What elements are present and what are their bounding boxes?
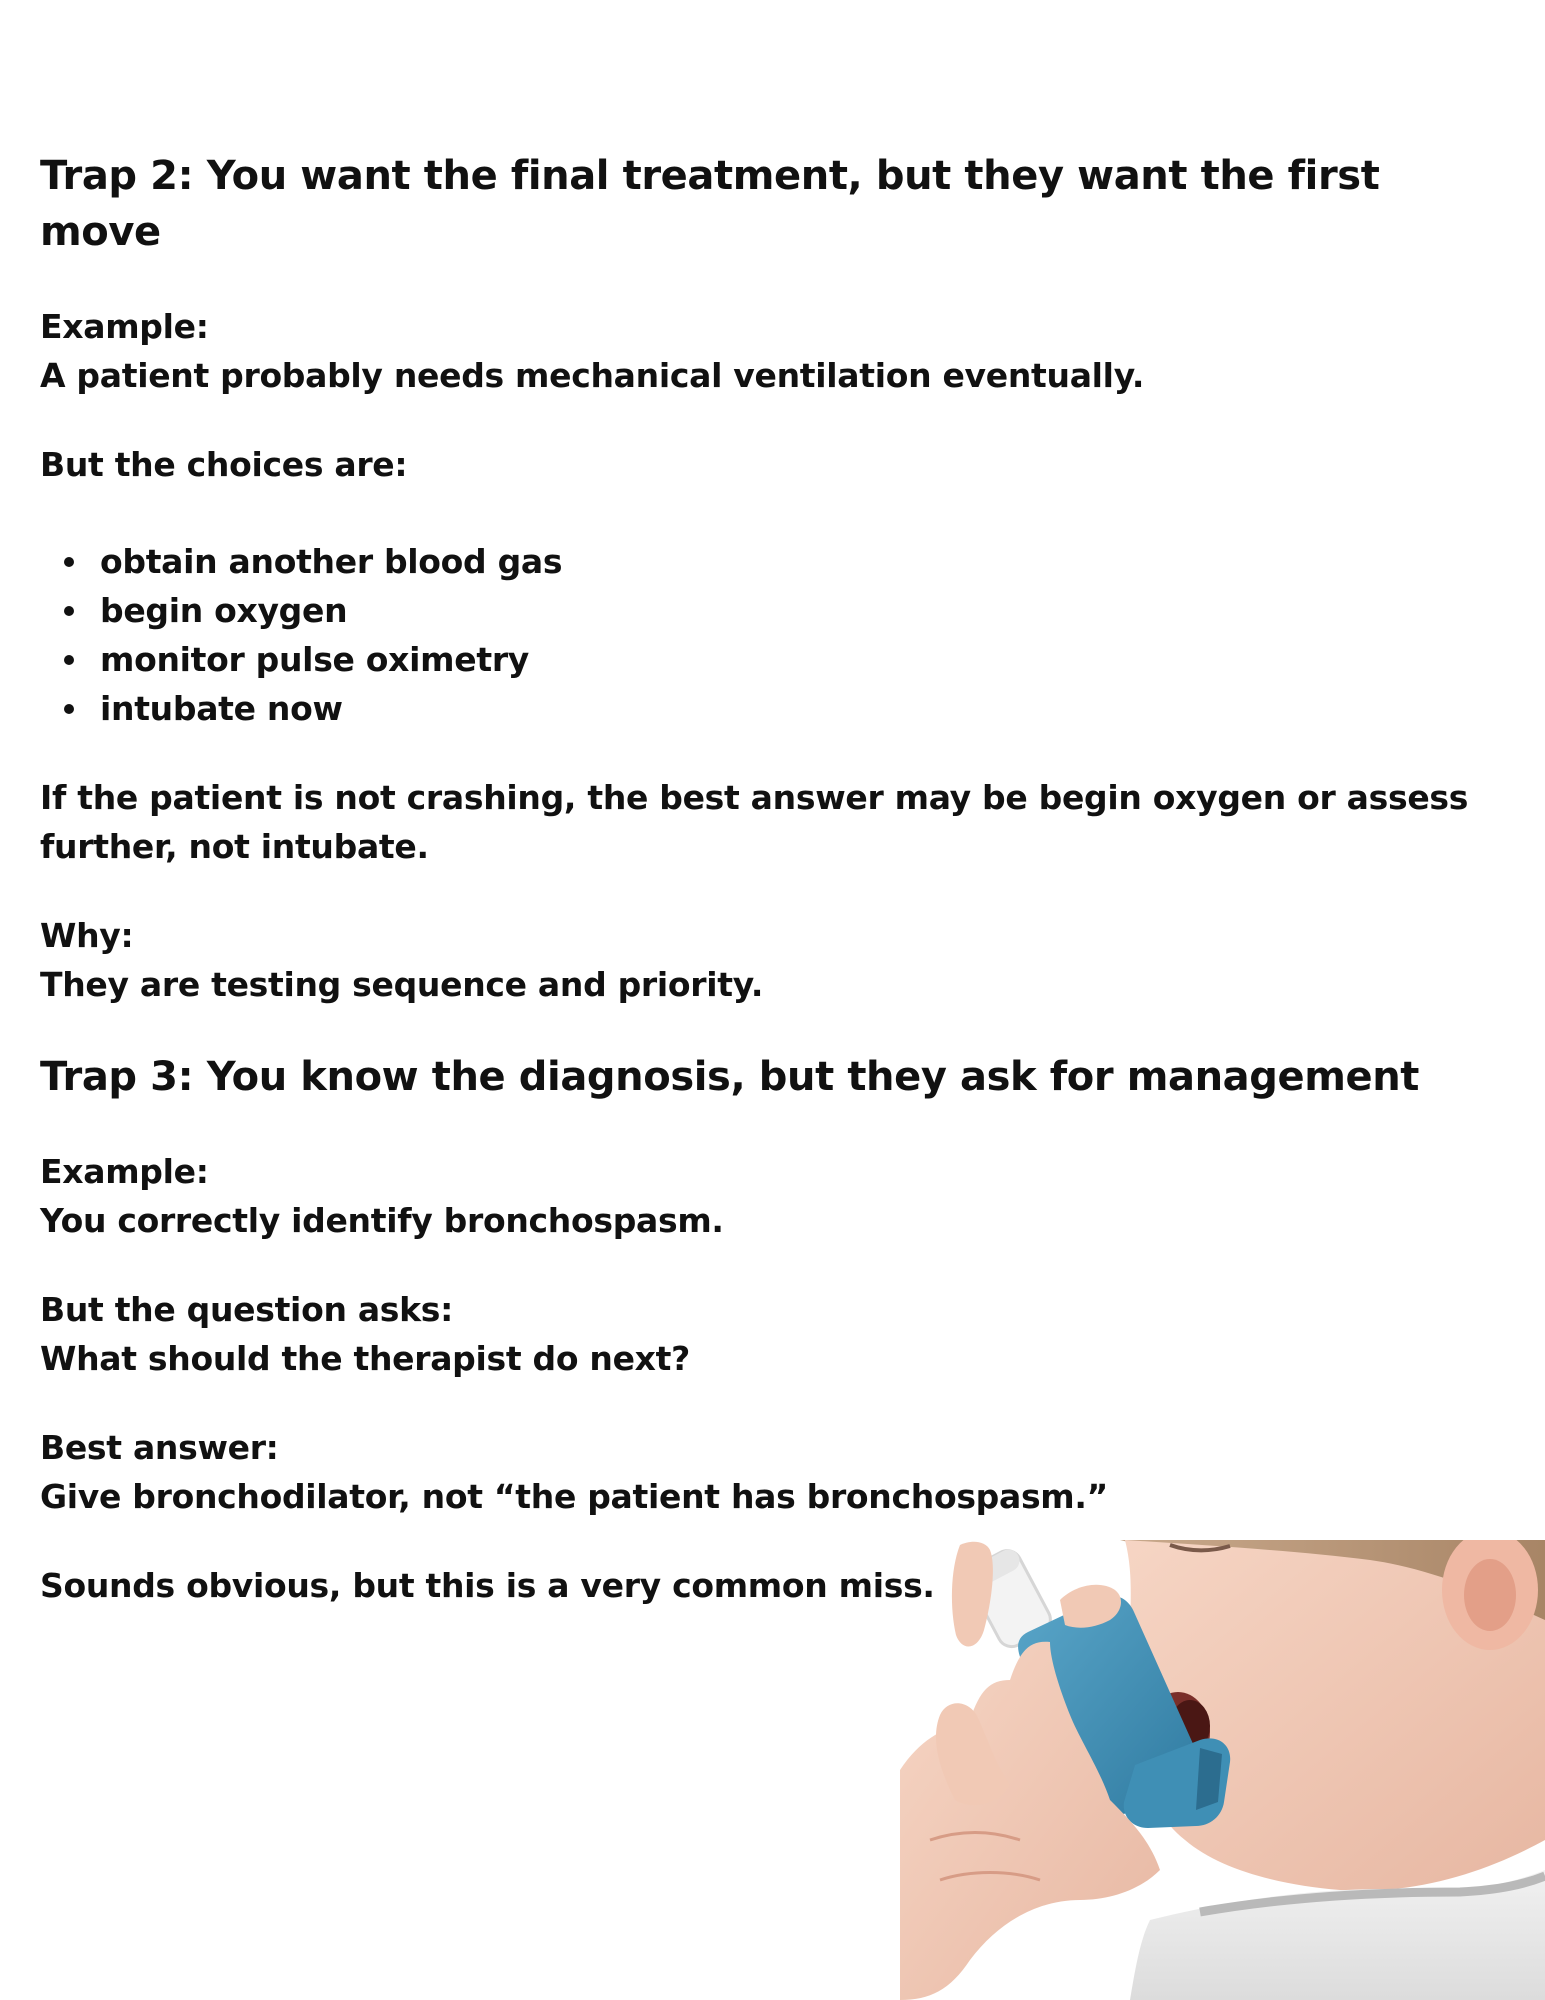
trap3-heading: Trap 3: You know the diagnosis, but they ask for management bbox=[40, 1054, 1420, 1100]
trap2-choices-list bbox=[40, 537, 1510, 733]
trap2-why bbox=[40, 911, 1510, 1009]
list-item: monitor pulse oximetry bbox=[40, 635, 1510, 684]
list-item: intubate now bbox=[40, 684, 1510, 733]
trap3-example bbox=[40, 1147, 1510, 1245]
trap2-conclusion: If the patient is not crashing, the best answer may be begin oxygen or assess further, not intubate. bbox=[40, 778, 1469, 866]
trap2-example-label: Example: bbox=[40, 307, 209, 346]
trap2-why-text: They are testing sequence and priority. bbox=[40, 965, 764, 1004]
trap3-question bbox=[40, 1285, 1510, 1383]
trap3-question-label: But the question asks: bbox=[40, 1290, 454, 1329]
article-content bbox=[40, 148, 1510, 1610]
trap2-why-label: Why: bbox=[40, 916, 134, 955]
trap3-answer bbox=[40, 1423, 1510, 1521]
trap3-example-text: You correctly identify bronchospasm. bbox=[40, 1201, 724, 1240]
trap3-closing: Sounds obvious, but this is a very common miss. bbox=[40, 1566, 935, 1605]
list-item: begin oxygen bbox=[40, 586, 1510, 635]
trap2-example bbox=[40, 302, 1510, 400]
trap2-conclusion-block bbox=[40, 773, 1510, 871]
trap3-answer-text: Give bronchodilator, not “the patient has bronchospasm.” bbox=[40, 1477, 1109, 1516]
trap3-question-text: What should the therapist do next? bbox=[40, 1339, 690, 1378]
trap2-heading: Trap 2: You want the final treatment, but they want the first move bbox=[40, 153, 1380, 255]
trap2-choices-intro-block bbox=[40, 440, 1510, 489]
list-item: obtain another blood gas bbox=[40, 537, 1510, 586]
child-inhaler-photo bbox=[900, 1540, 1545, 2000]
trap2-example-text: A patient probably needs mechanical ventilation eventually. bbox=[40, 356, 1145, 395]
trap3-answer-label: Best answer: bbox=[40, 1428, 279, 1467]
trap2-choices-intro: But the choices are: bbox=[40, 445, 408, 484]
trap3-example-label: Example: bbox=[40, 1152, 209, 1191]
